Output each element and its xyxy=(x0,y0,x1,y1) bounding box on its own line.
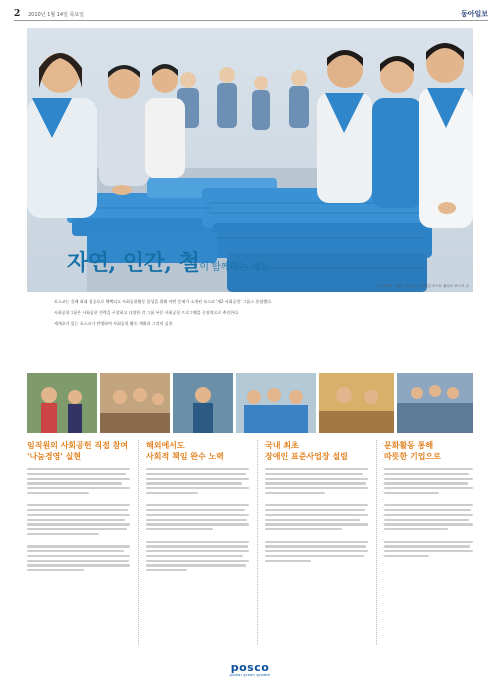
logo-tagline: global green growth xyxy=(229,673,271,677)
column-body xyxy=(265,468,368,562)
column-title: 문화활동 통해 따뜻한 기업으로 xyxy=(384,440,441,461)
photo-strip xyxy=(27,373,473,433)
hero-headline xyxy=(67,246,269,277)
article-column xyxy=(265,440,368,564)
column-title: 해외에서도 사회적 책임 완수 노력 xyxy=(146,440,224,461)
article-column xyxy=(146,440,249,574)
intro-paragraph-2: 사회공헌그룹은 사회공헌 전략을 구상하고 다양한 각 그룹 부문 사회공헌 프로그램을 중점적으로 추진한다. xyxy=(54,310,240,315)
newspaper-name: 동아일보 xyxy=(460,9,488,18)
page-number: 2 xyxy=(14,9,21,19)
intro-paragraph-1: 포스코는 올해 최대 성공으로 채택되고 사회공헌활동 쓸성을 위해 어떤 문제가 소개된 모스코 '제2 사회공헌' 그룹스 통합했다. xyxy=(54,299,273,304)
photo-thumbnail xyxy=(27,373,97,433)
hero-photo xyxy=(27,28,473,292)
posco-logo: posco xyxy=(230,661,270,674)
photo-thumbnail xyxy=(236,373,316,433)
page-header xyxy=(14,8,488,21)
issue-date: 2010년 1월 14일 목요일 xyxy=(28,12,85,18)
photo-thumbnail xyxy=(100,373,170,433)
intro-paragraph-3: 세계초가 있는 포스코가 반영하여 사회공헌 활동 계획과 그것의 실천. xyxy=(54,321,174,326)
photo-thumbnail xyxy=(397,373,473,433)
column-title: 임직원의 사회공헌 직접 참여 '나눔경영' 실현 xyxy=(27,440,129,461)
photo-caption: 포스코에서 결혼한 역대 최국 협력업 포스트 필로도 포스코 수 xyxy=(375,284,469,288)
column-title: 국내 최초 장애인 표준사업장 설립 xyxy=(265,440,348,461)
column-body xyxy=(146,468,249,571)
article-columns xyxy=(27,440,473,645)
article-column xyxy=(370,440,473,560)
article-column xyxy=(27,440,130,574)
sponsor-footer xyxy=(215,662,285,677)
headline-main: 자연, 인간, 철 xyxy=(67,250,200,276)
photo-thumbnail xyxy=(319,373,394,433)
headline-sub: 이 함께하는 세상 xyxy=(199,262,269,273)
photo-thumbnail xyxy=(173,373,233,433)
column-body xyxy=(370,468,473,557)
intro-text xyxy=(50,298,450,331)
column-body xyxy=(27,468,130,571)
